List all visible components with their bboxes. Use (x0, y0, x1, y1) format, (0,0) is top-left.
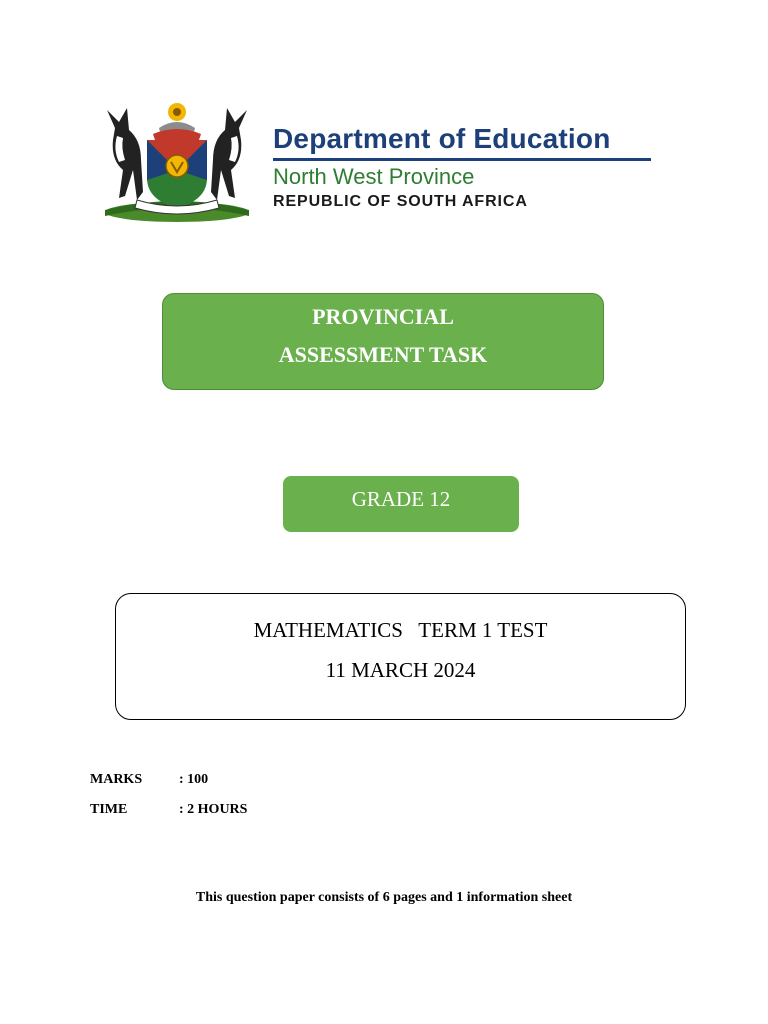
marks-value: : 100 (179, 772, 209, 787)
grade-badge: GRADE 12 (283, 476, 519, 532)
department-divider (273, 158, 651, 161)
assessment-banner (162, 293, 604, 390)
subject-box (115, 593, 686, 720)
page-count-note: This question paper consists of 6 pages and 1 information sheet (195, 890, 573, 905)
province-name: North West Province (273, 164, 475, 189)
department-title: Department of Education (273, 123, 611, 154)
country-name: REPUBLIC OF SOUTH AFRICA (273, 193, 528, 210)
banner-line-1: PROVINCIAL (312, 304, 454, 329)
department-heading (273, 122, 663, 213)
banner-line-2: ASSESSMENT TASK (278, 342, 488, 367)
subject-title: MATHEMATICS TERM 1 TEST (253, 618, 548, 642)
test-date: 11 MARCH 2024 (325, 658, 476, 682)
marks-label: MARKS (90, 772, 143, 787)
time-value: : 2 HOURS (179, 802, 248, 817)
document-header (97, 100, 667, 230)
coat-of-arms-icon (97, 100, 257, 226)
time-label: TIME (90, 802, 128, 817)
